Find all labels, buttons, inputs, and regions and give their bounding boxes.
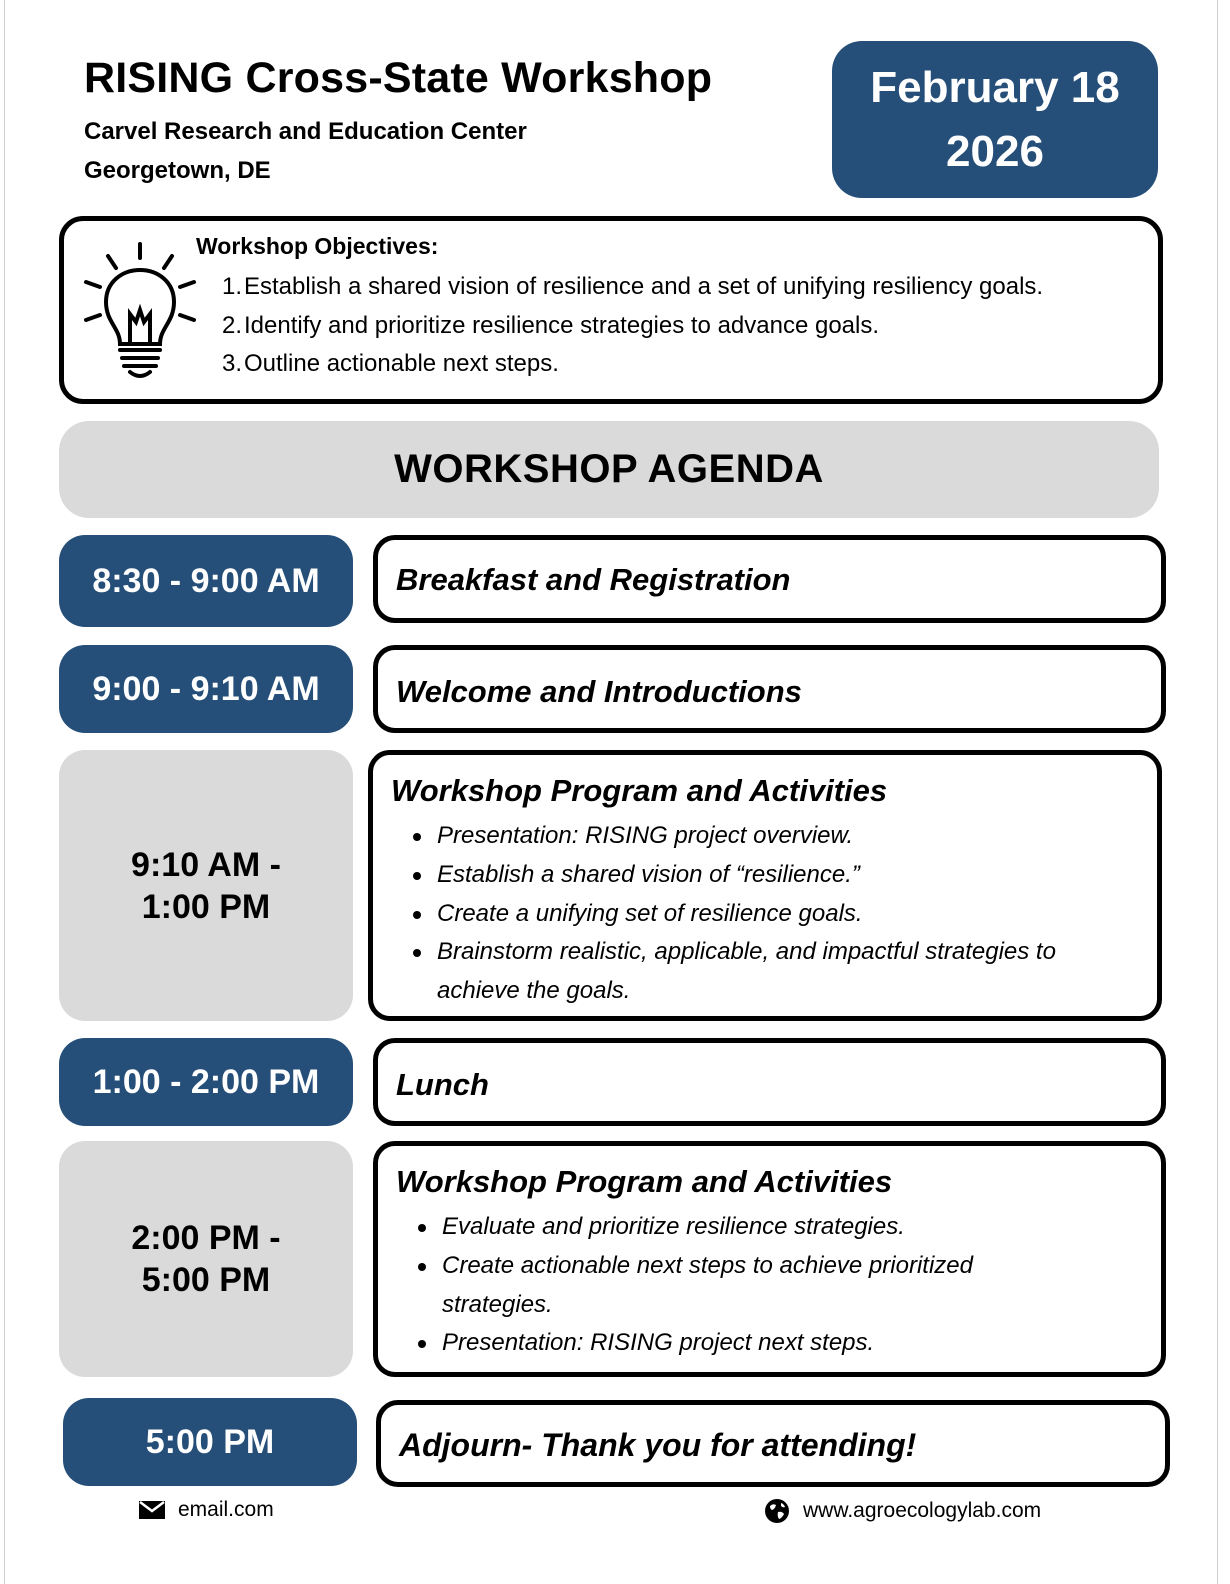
session-time: 5:00 PM (63, 1398, 357, 1486)
session-card (373, 1141, 1166, 1377)
objective-number: 1. (221, 273, 242, 300)
session-bullet: Presentation: RISING project next steps. (418, 1324, 1058, 1363)
objectives-list (196, 268, 1043, 384)
footer-website[interactable] (764, 1498, 1041, 1524)
objectives-heading: Workshop Objectives: (196, 233, 439, 259)
session-time: 8:30 - 9:00 AM (59, 535, 353, 627)
objective-number: 2. (221, 311, 242, 339)
session-time (59, 750, 353, 1021)
session-title: Welcome and Introductions (396, 674, 802, 709)
session-time-end: 1:00 PM (141, 887, 271, 926)
objective-item (196, 345, 1043, 384)
session-time-start: 9:10 AM - (131, 845, 281, 884)
venue-location: Georgetown, DE (84, 157, 271, 184)
session-card (373, 645, 1166, 733)
session-time-end: 5:00 PM (141, 1261, 271, 1299)
objective-text: Establish a shared vision of resilience and a set of unifying resiliency goals. (244, 273, 1044, 300)
session-bullet: Create a unifying set of resilience goals. (413, 895, 1133, 934)
objective-text: Outline actionable next steps. (244, 350, 559, 377)
session-title: Adjourn- Thank you for attending! (399, 1427, 917, 1463)
event-date-badge (832, 41, 1158, 198)
venue-name: Carvel Research and Education Center (84, 118, 527, 145)
session-bullets (413, 817, 1133, 1011)
session-title: Workshop Program and Activities (391, 773, 888, 808)
session-title: Breakfast and Registration (396, 562, 791, 597)
session-bullets (418, 1208, 1058, 1363)
session-title: Workshop Program and Activities (396, 1164, 893, 1199)
page-title: RISING Cross-State Workshop (84, 54, 713, 102)
event-date-month-day: February 18 (870, 62, 1120, 112)
lightbulb-icon (80, 238, 200, 383)
session-card (373, 1038, 1166, 1126)
email-link[interactable]: email.com (178, 1498, 274, 1521)
objective-number: 3. (221, 350, 242, 377)
session-bullet: Presentation: RISING project overview. (413, 817, 1133, 856)
event-date-year: 2026 (946, 126, 1044, 176)
session-bullet: Evaluate and prioritize resilience strategies. (418, 1208, 1058, 1247)
globe-icon (764, 1498, 790, 1524)
objective-item (196, 307, 1043, 346)
session-card (368, 750, 1162, 1021)
session-time: 9:00 - 9:10 AM (59, 645, 353, 733)
objective-item (196, 268, 1043, 307)
session-bullet: Create actionable next steps to achieve prioritized strategies. (418, 1247, 1058, 1325)
session-bullet: Establish a shared vision of “resilience.” (413, 856, 1133, 895)
envelope-icon (138, 1500, 166, 1520)
objective-text: Identify and prioritize resilience strategies to advance goals. (244, 311, 880, 339)
session-time (59, 1141, 353, 1377)
session-time: 1:00 - 2:00 PM (59, 1038, 353, 1126)
session-card (373, 535, 1166, 623)
website-link[interactable]: www.agroecologylab.com (803, 1499, 1042, 1522)
session-time-start: 2:00 PM - (131, 1219, 281, 1257)
session-card (376, 1400, 1170, 1487)
session-title: Lunch (396, 1067, 489, 1102)
footer-email[interactable] (138, 1498, 274, 1522)
session-bullet: Brainstorm realistic, applicable, and impactful strategies to achieve the goals. (413, 933, 1133, 1011)
agenda-banner: WORKSHOP AGENDA (59, 421, 1159, 518)
